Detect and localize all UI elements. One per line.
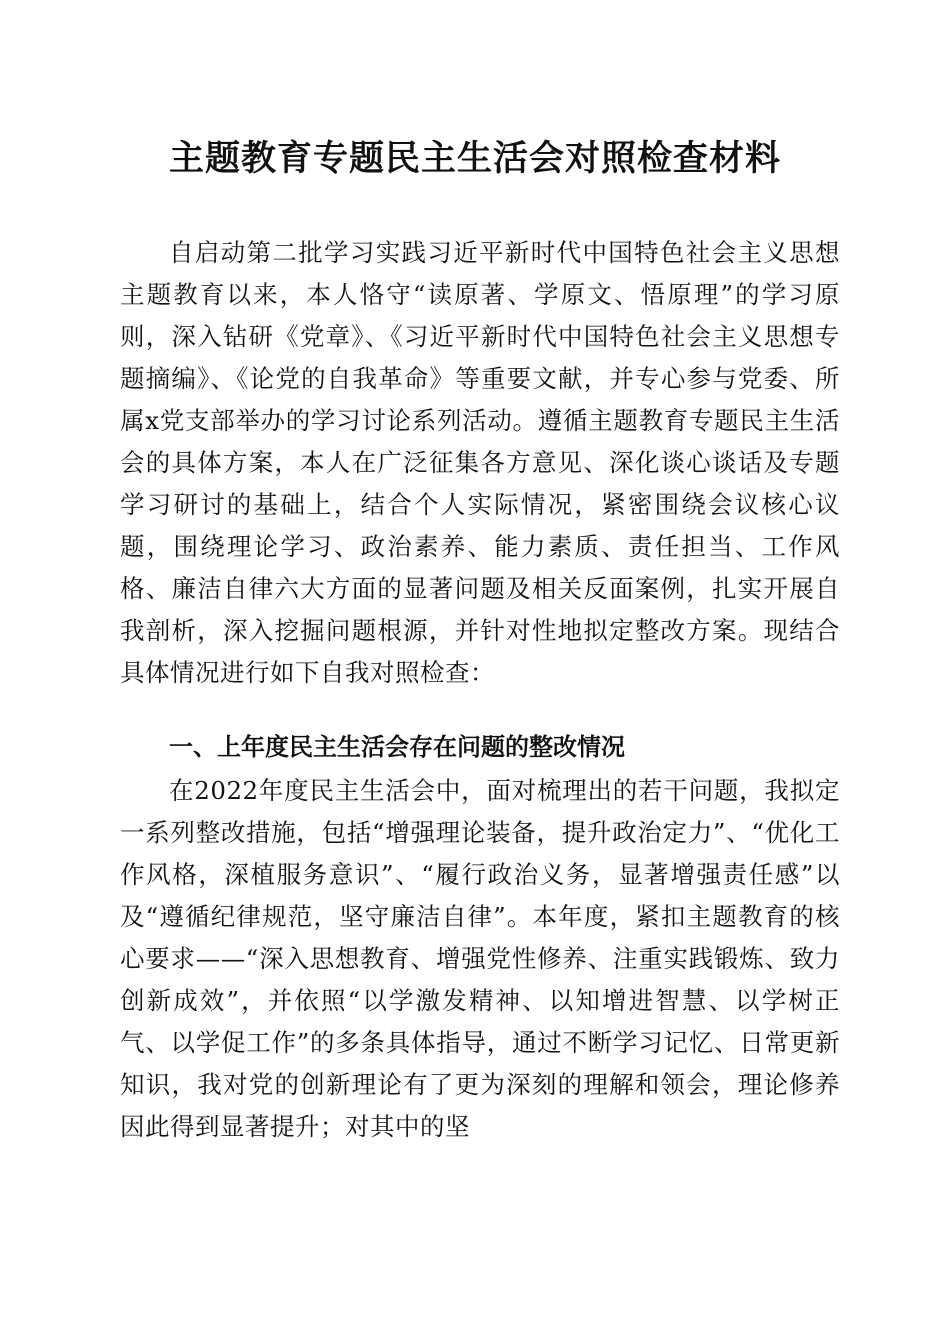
section-1-paragraph: 在2022年度民主生活会中，面对梳理出的若干问题，我拟定一系列整改措施，包括“增强理论装备，提升政治定力”、“优化工作风格，深植服务意识”、“履行政治义务，显著增强责任感”以及“遵循纪律规范，坚守廉洁自律”。本年度，紧扣主题教育的核心要求——“深入思想教育、增强党性修养、注重实践锻炼、致力创新成效”，并依照“以学激发精神、以知增进智慧、以学树正气、以学促工作”的多条具体指导，通过不断学习记忆、日常更新知识，我对党的创新理论有了更为深刻的理解和领会，理论修养因此得到显著提升；对其中的坚 <box>120 776 840 1141</box>
intro-paragraph: 自启动第二批学习实践习近平新时代中国特色社会主义思想主题教育以来，本人恪守“读原著、学原文、悟原理”的学习原则，深入钻研《党章》、《习近平新时代中国特色社会主义思想专题摘编》、《论党的自我革命》等重要文献，并专心参与党委、所属x党支部举办的学习讨论系列活动。遵循主题教育专题民主生活会的具体方案，本人在广泛征集各方意见、深化谈心谈话及专题学习研讨的基础上，结合个人实际情况，紧密围绕会议核心议题，围绕理论学习、政治素养、能力素质、责任担当、工作风格、廉洁自律六大方面的显著问题及相关反面案例，扎实开展自我剖析，深入挖掘问题根源，并针对性地拟定整改方案。现结合具体情况进行如下自我对照检查： <box>120 238 840 687</box>
document-title: 主题教育专题民主生活会对照检查材料 <box>168 138 781 179</box>
section-heading-1: 一、上年度民主生活会存在问题的整改情况 <box>169 733 625 761</box>
